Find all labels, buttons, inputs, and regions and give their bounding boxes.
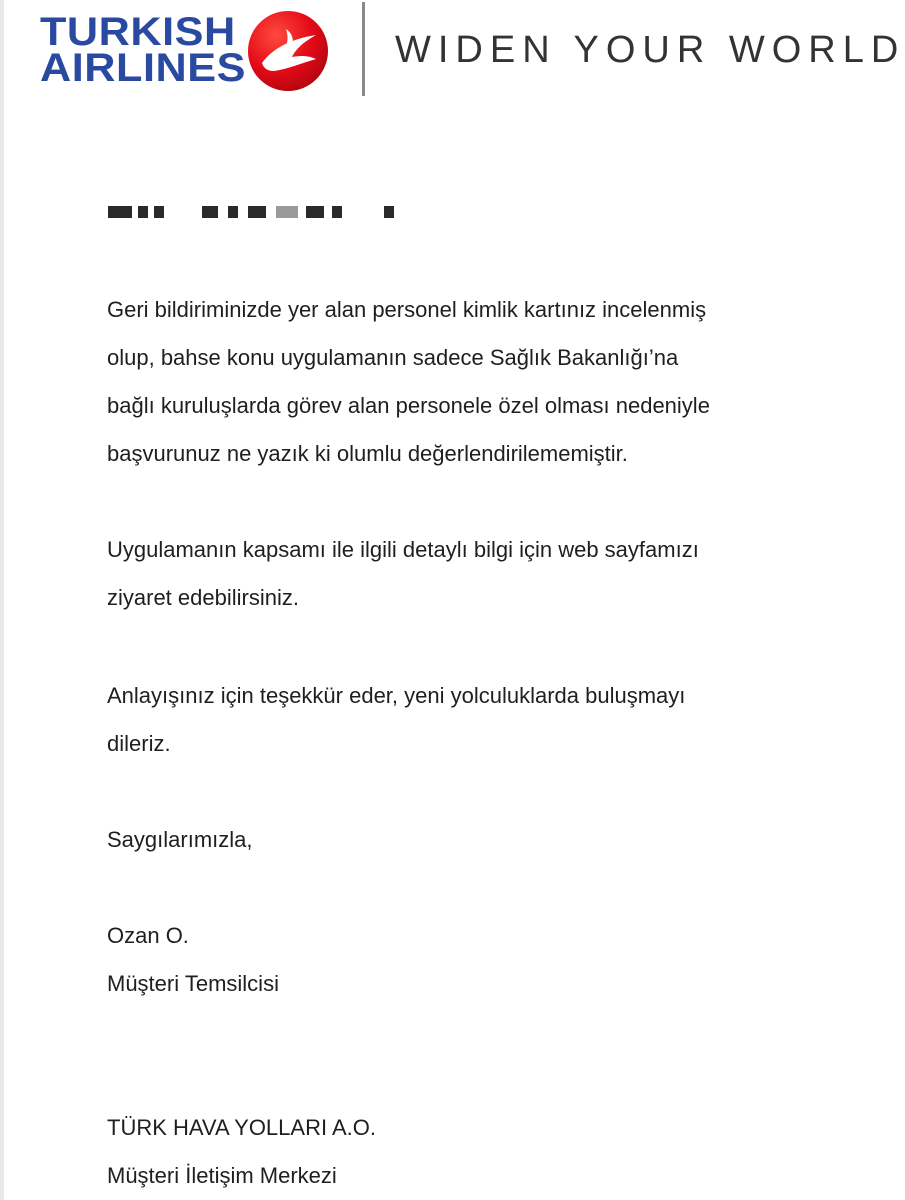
company-block [107, 1104, 376, 1200]
text-line: Anlayışınız için teşekkür eder, yeni yolculuklarda buluşmayı [107, 683, 686, 708]
text-line: Uygulamanın kapsamı ile ilgili detaylı bilgi için web sayfamızı [107, 537, 699, 562]
redacted-salutation [108, 206, 398, 220]
closing: Saygılarımızla, [107, 827, 253, 852]
company-department: Müşteri İletişim Merkezi [107, 1163, 337, 1188]
text-line: dileriz. [107, 731, 171, 756]
company-name: TÜRK HAVA YOLLARI A.O. [107, 1115, 376, 1140]
paragraph-info [107, 526, 699, 622]
brand-name-line2: AIRLINES [40, 46, 246, 90]
signature-title: Müşteri Temsilcisi [107, 971, 279, 996]
text-line: ziyaret edebilirsiniz. [107, 585, 299, 610]
signature-block [107, 912, 279, 1008]
brand-name-line1: TURKISH [40, 10, 236, 54]
email-header [0, 0, 905, 110]
header-divider [362, 2, 365, 96]
text-line: Geri bildiriminizde yer alan personel kimlik kartınız incelenmiş [107, 297, 707, 322]
turkish-airlines-crane-icon [246, 9, 330, 93]
text-line: olup, bahse konu uygulamanın sadece Sağlık Bakanlığı’na [107, 345, 679, 370]
text-line: başvurunuz ne yazık ki olumlu değerlendirilememiştir. [107, 441, 628, 466]
page-edge [0, 0, 4, 1200]
signature-name: Ozan O. [107, 923, 189, 948]
paragraph-decision [107, 286, 710, 478]
paragraph-thanks [107, 672, 685, 768]
tagline: WIDEN YOUR WORLD [395, 29, 905, 71]
text-line: bağlı kuruluşlarda görev alan personele özel olması nedeniyle [107, 393, 710, 418]
